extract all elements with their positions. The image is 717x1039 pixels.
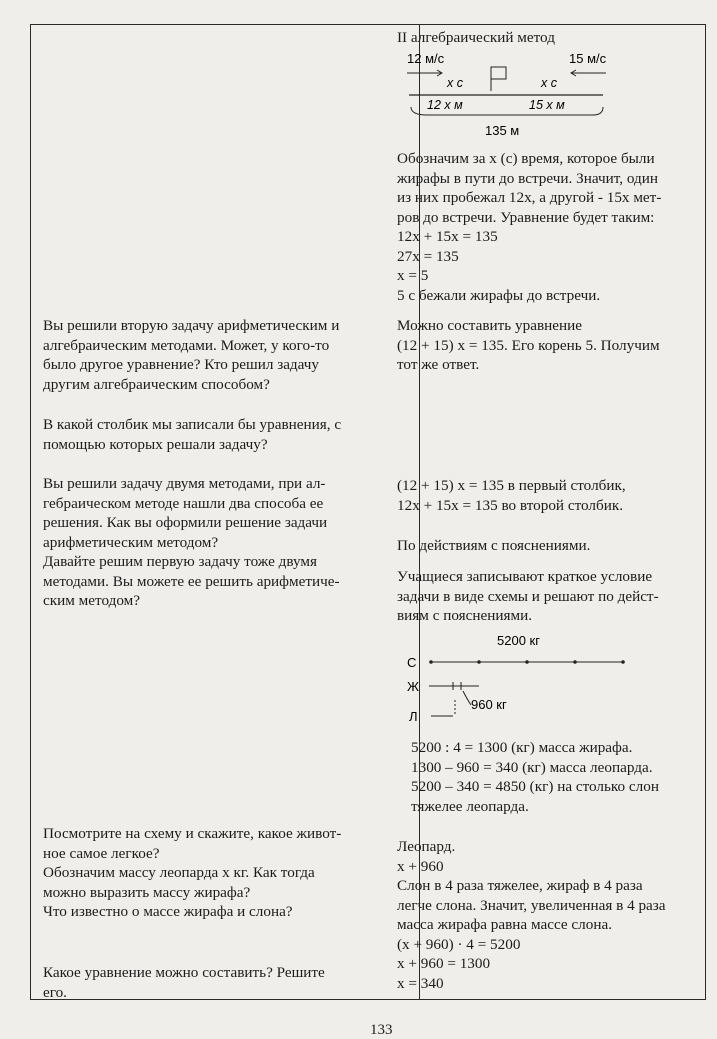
mass-diagram bbox=[397, 627, 657, 737]
para-algebra: Обозначим за х (с) время, которое были жирафы в пути до встречи. Значит, один из них пробежал 12х, а другой - 15х мет- ров до встречи. Уравнение будет таким: 12х + 15х = 135 27х = 135 х = 5 5 с бежали жирафы до встречи. bbox=[397, 150, 662, 304]
question-3: Вы решили задачу двумя методами, при ал- гебраическом методе нашли два способа ее решения. Как вы оформили решение задачи арифметическим методом? Давайте решим первую задачу тоже двумя методами. Вы можете ее решить арифметиче- ским методом? bbox=[43, 475, 340, 609]
dist-right-label: 15 х м bbox=[529, 98, 565, 112]
time-left-label: х с bbox=[447, 76, 463, 90]
question-2: В какой столбик мы записали бы уравнения, с помощью которых решали задачу? bbox=[43, 416, 342, 453]
speed-right-label: 15 м/с bbox=[569, 51, 607, 66]
method-heading: II алгебраический метод bbox=[397, 29, 555, 46]
para-equation: Можно составить уравнение (12 + 15) х = 135. Его корень 5. Получим тот же ответ. bbox=[397, 317, 660, 373]
label-leopard: Л bbox=[409, 709, 418, 724]
meeting-diagram bbox=[397, 49, 637, 149]
question-1: Вы решили вторую задачу арифметическим и алгебраическим методами. Может, у кого-то было другое уравнение? Кто решил задачу другим алгебраическим способом? bbox=[43, 317, 340, 393]
calc-block: 5200 : 4 = 1300 (кг) масса жирафа. 1300 – 960 = 340 (кг) масса леопарда. 5200 – 340 = 4850 (кг) на столько слон тяжелее леопарда. bbox=[411, 739, 659, 815]
label-giraffe: Ж bbox=[407, 679, 420, 694]
speed-left-label: 12 м/с bbox=[407, 51, 445, 66]
time-right-label: х с bbox=[541, 76, 557, 90]
label-elephant: С bbox=[407, 655, 417, 670]
para-by-actions: По действиям с пояснениями. bbox=[397, 537, 591, 554]
question-4: Посмотрите на схему и скажите, какое живот- ное самое легкое? Обозначим массу леопарда х кг. Как тогда можно выразить массу жирафа? Что известно о массе жирафа и слона? bbox=[43, 825, 342, 920]
dist-left-label: 12 х м bbox=[427, 98, 463, 112]
total-distance-label: 135 м bbox=[485, 123, 520, 138]
table-frame bbox=[30, 24, 706, 1000]
para-students: Учащиеся записывают краткое условие задачи в виде схемы и решают по дейст- виям с пояснениями. bbox=[397, 568, 659, 624]
mass-total-label: 5200 кг bbox=[497, 633, 540, 648]
page-number: 133 bbox=[370, 1022, 393, 1038]
question-5: Какое уравнение можно составить? Решите его. bbox=[43, 964, 325, 1001]
para-columns: (12 + 15) х = 135 в первый столбик, 12х + 15х = 135 во второй столбик. bbox=[397, 477, 626, 514]
diff-label: 960 кг bbox=[471, 697, 507, 712]
para-leopard: Леопард. х + 960 Слон в 4 раза тяжелее, жираф в 4 раза легче слона. Значит, увеличенная в 4 раза масса жирафа равна массе слона. (х + 960) · 4 = 5200 х + 960 = 1300 х = 340 bbox=[397, 838, 666, 992]
